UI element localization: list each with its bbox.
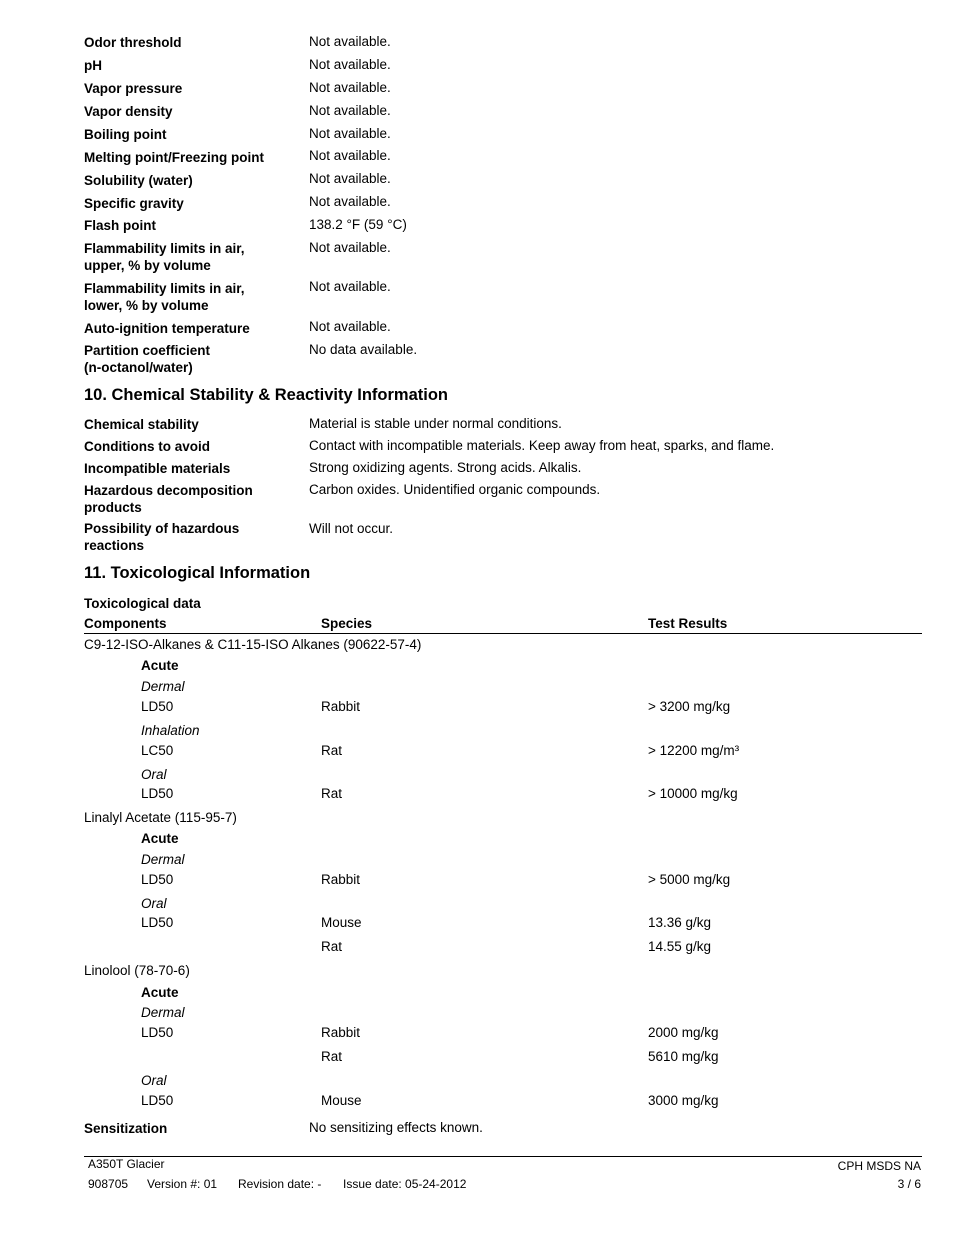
species: Rat: [321, 939, 343, 954]
table-header-rule: [84, 633, 922, 634]
species: Rabbit: [321, 1025, 361, 1040]
column-header-results: Test Results: [648, 616, 728, 631]
stability-label: Possibility of hazardous reactions: [84, 521, 240, 553]
property-label: Flammability limits in air, lower, % by volume: [84, 281, 245, 313]
test-type: LC50: [141, 743, 174, 758]
stability-value: Material is stable under normal conditions.: [309, 416, 562, 431]
property-label: Specific gravity: [84, 196, 184, 211]
acute-label: Acute: [141, 658, 179, 673]
test-type: LD50: [141, 872, 174, 887]
stability-value: Strong oxidizing agents. Strong acids. Alkalis.: [309, 460, 582, 475]
species: Mouse: [321, 1093, 362, 1108]
property-value: Not available.: [309, 103, 391, 118]
stability-value: Will not occur.: [309, 521, 394, 536]
property-value: Not available.: [309, 240, 391, 255]
property-label: Flammability limits in air, upper, % by volume: [84, 241, 245, 273]
section-10-heading: 10. Chemical Stability & Reactivity Information: [84, 386, 449, 404]
stability-value: Contact with incompatible materials. Keep away from heat, sparks, and flame.: [309, 438, 775, 453]
test-result: 3000 mg/kg: [648, 1093, 719, 1108]
stability-value: Carbon oxides. Unidentified organic compounds.: [309, 482, 601, 497]
property-label: Solubility (water): [84, 173, 193, 188]
route-label: Oral: [141, 896, 167, 911]
test-type: LD50: [141, 915, 174, 930]
footer-doc-type: CPH MSDS NA: [837, 1159, 921, 1173]
test-result: > 10000 mg/kg: [648, 786, 738, 801]
footer-page-number: 3 / 6: [897, 1177, 921, 1191]
sensitization-label: Sensitization: [84, 1121, 168, 1136]
footer-product-number: 908705: [88, 1177, 129, 1191]
stability-label: Incompatible materials: [84, 461, 231, 476]
test-type: LD50: [141, 786, 174, 801]
stability-label: Conditions to avoid: [84, 439, 210, 454]
footer-issue-date: Issue date: 05-24-2012: [343, 1177, 467, 1191]
test-result: > 5000 mg/kg: [648, 872, 731, 887]
footer-rule: [84, 1156, 922, 1157]
test-result: > 3200 mg/kg: [648, 699, 731, 714]
route-label: Dermal: [141, 679, 185, 694]
property-value: Not available.: [309, 279, 391, 294]
species: Rat: [321, 1049, 343, 1064]
property-value: No data available.: [309, 342, 418, 357]
test-result: 14.55 g/kg: [648, 939, 712, 954]
stability-label: Hazardous decomposition products: [84, 483, 253, 515]
footer-revision-date: Revision date: -: [238, 1177, 322, 1191]
species: Rat: [321, 786, 343, 801]
property-label: Boiling point: [84, 127, 167, 142]
component-name: Linolool (78-70-6): [84, 963, 190, 978]
property-value: Not available.: [309, 194, 391, 209]
species: Rabbit: [321, 872, 361, 887]
column-header-species: Species: [321, 616, 373, 631]
route-label: Oral: [141, 1073, 167, 1088]
test-result: 5610 mg/kg: [648, 1049, 719, 1064]
property-label: pH: [84, 58, 102, 73]
test-type: LD50: [141, 1025, 174, 1040]
species: Rabbit: [321, 699, 361, 714]
test-type: LD50: [141, 699, 174, 714]
property-label: Flash point: [84, 218, 156, 233]
acute-label: Acute: [141, 985, 179, 1000]
property-label: Auto-ignition temperature: [84, 321, 250, 336]
property-label: Melting point/Freezing point: [84, 150, 264, 165]
stability-label: Chemical stability: [84, 417, 199, 432]
test-result: 2000 mg/kg: [648, 1025, 719, 1040]
tox-data-subtitle: Toxicological data: [84, 596, 201, 611]
route-label: Oral: [141, 767, 167, 782]
property-label: Vapor density: [84, 104, 173, 119]
property-label: Vapor pressure: [84, 81, 183, 96]
property-value: Not available.: [309, 34, 391, 49]
footer-product: A350T Glacier: [88, 1157, 165, 1171]
property-value: Not available.: [309, 80, 391, 95]
component-name: C9-12-ISO-Alkanes & C11-15-ISO Alkanes (90622-57-4): [84, 637, 422, 652]
acute-label: Acute: [141, 831, 179, 846]
species: Rat: [321, 743, 343, 758]
property-label: Odor threshold: [84, 35, 182, 50]
route-label: Dermal: [141, 852, 185, 867]
test-result: 13.36 g/kg: [648, 915, 712, 930]
property-value: Not available.: [309, 126, 391, 141]
route-label: Inhalation: [141, 723, 200, 738]
species: Mouse: [321, 915, 362, 930]
section-11-heading: 11. Toxicological Information: [84, 564, 311, 582]
property-value: Not available.: [309, 171, 391, 186]
route-label: Dermal: [141, 1005, 185, 1020]
property-value: Not available.: [309, 148, 391, 163]
property-value: Not available.: [309, 57, 391, 72]
test-type: LD50: [141, 1093, 174, 1108]
property-label: Partition coefficient (n-octanol/water): [84, 343, 211, 375]
footer-version: Version #: 01: [147, 1177, 218, 1191]
property-value: Not available.: [309, 319, 391, 334]
sensitization-value: No sensitizing effects known.: [309, 1120, 483, 1135]
component-name: Linalyl Acetate (115-95-7): [84, 810, 237, 825]
column-header-components: Components: [84, 616, 167, 631]
property-value: 138.2 °F (59 °C): [309, 217, 407, 232]
test-result: > 12200 mg/m³: [648, 743, 740, 758]
